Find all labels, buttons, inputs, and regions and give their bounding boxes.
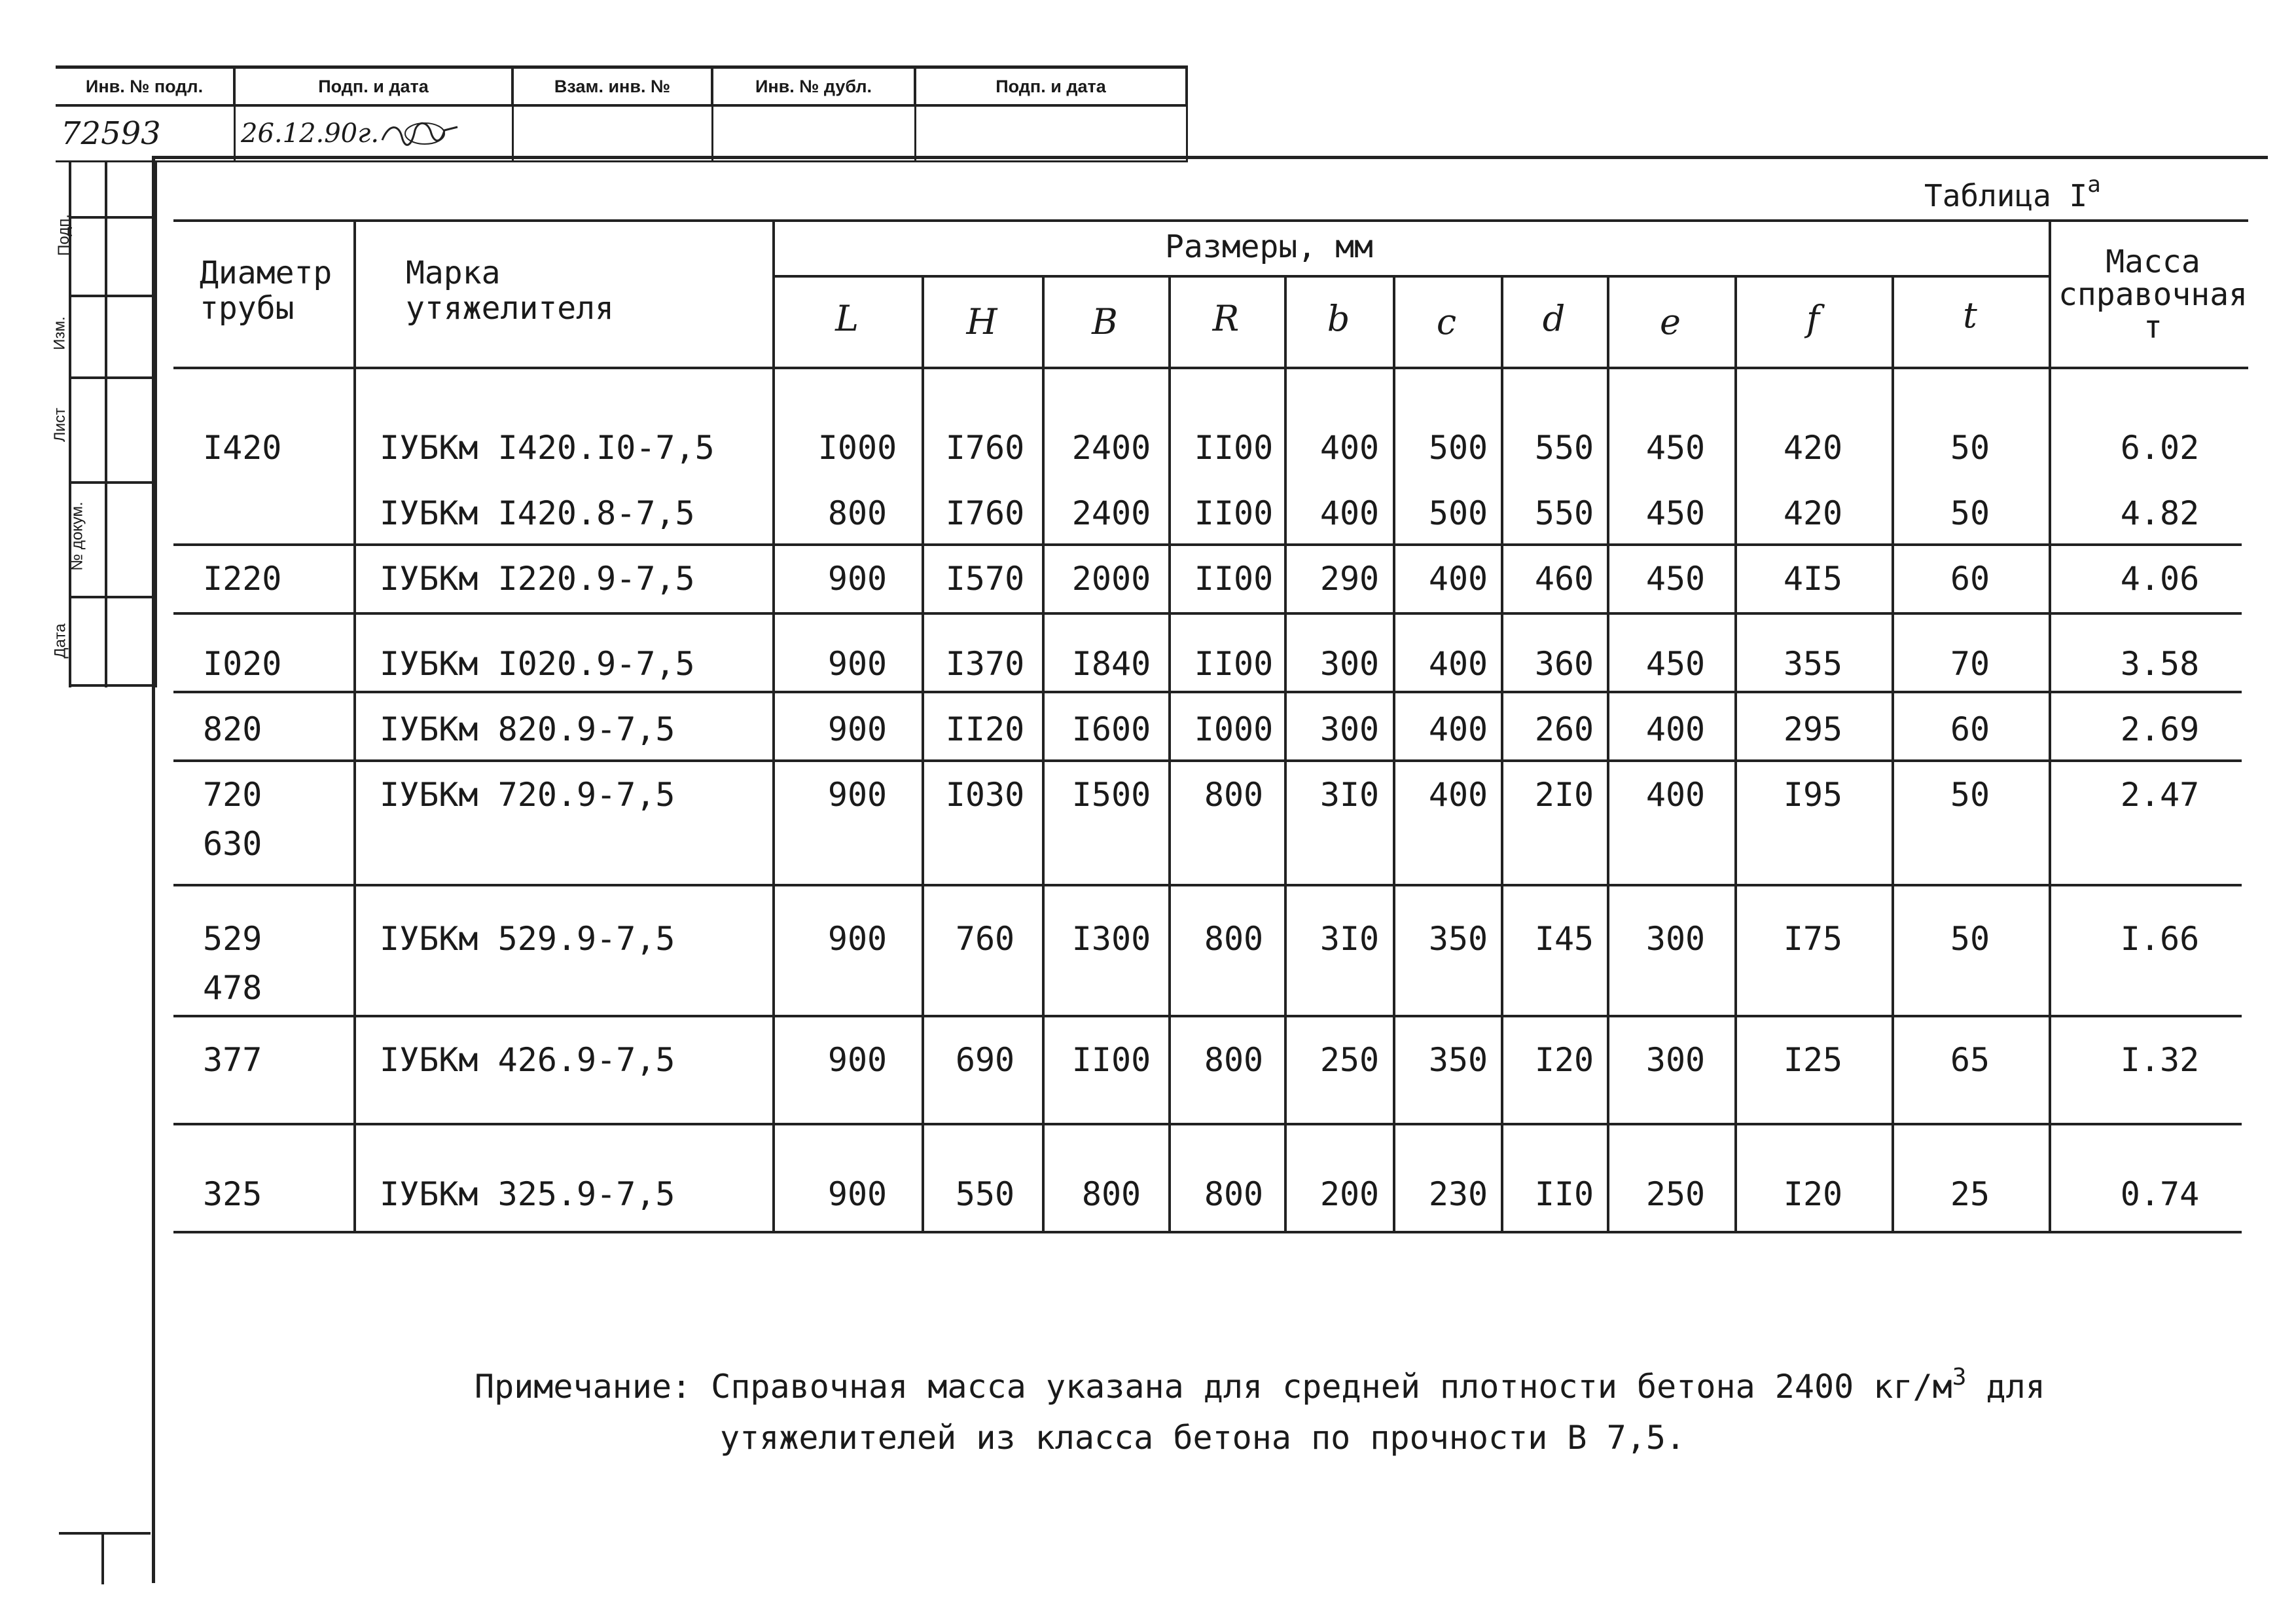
cell-reference-mass: 4.82 xyxy=(2120,494,2200,532)
approval-stamp xyxy=(56,65,1188,162)
cell-dimension-value: 400 xyxy=(1428,560,1488,598)
column-divider xyxy=(1501,275,1503,1231)
cell-dimension-value: 4I5 xyxy=(1783,560,1843,598)
cell-reference-mass: 2.47 xyxy=(2120,776,2200,814)
header-pipe-diameter: Диаметр трубы xyxy=(200,255,332,327)
cell-dimension-value: 300 xyxy=(1645,920,1706,958)
cell-dimension-value: 350 xyxy=(1428,920,1488,958)
row-separator xyxy=(173,884,2242,886)
sidebar-tag: Подп. xyxy=(54,214,73,256)
cell-dimension-value: 500 xyxy=(1428,494,1488,532)
cell-dimension-value: 460 xyxy=(1534,560,1594,598)
cell-dimension-value: I20 xyxy=(1783,1175,1843,1213)
cell-pipe-diameter: I020 xyxy=(203,645,282,683)
stamp-value-sign-date-2 xyxy=(916,107,1188,160)
cell-dimension-value: 2000 xyxy=(1071,560,1151,598)
sidebar-row-line xyxy=(69,481,154,484)
cell-pipe-diameter: 820 xyxy=(203,710,262,748)
cell-dimension-value: 2I0 xyxy=(1534,776,1594,814)
column-divider xyxy=(1892,275,1894,1231)
cell-dimension-value: 360 xyxy=(1534,645,1594,683)
cell-dimension-value: I95 xyxy=(1783,776,1843,814)
cell-dimension-value: 400 xyxy=(1428,710,1488,748)
cell-dimension-value: 2400 xyxy=(1071,429,1151,467)
header-weight-mark: Марка утяжелителя xyxy=(406,255,614,327)
cell-dimension-value: 50 xyxy=(1950,920,1990,958)
cell-dimension-value: 50 xyxy=(1950,429,1990,467)
cell-weight-mark: IУБКм I020.9-7,5 xyxy=(380,645,695,683)
row-separator xyxy=(173,543,2242,546)
cell-dimension-value: 550 xyxy=(1534,494,1594,532)
sidebar-tag: Дата xyxy=(51,623,69,659)
cell-weight-mark: IУБКм 325.9-7,5 xyxy=(380,1175,675,1213)
header-reference-mass: Масса справочная т xyxy=(2058,244,2248,346)
cell-weight-mark: IУБКм I220.9-7,5 xyxy=(380,560,695,598)
cell-dimension-value: 350 xyxy=(1428,1041,1488,1079)
cell-dimension-value: I570 xyxy=(945,560,1025,598)
cell-pipe-diameter: 630 xyxy=(203,825,262,863)
cell-dimension-value: 50 xyxy=(1950,776,1990,814)
cell-dimension-value: 900 xyxy=(827,776,888,814)
cell-dimension-value: 70 xyxy=(1950,645,1990,683)
cell-pipe-diameter: I220 xyxy=(203,560,282,598)
cell-dimension-value: 295 xyxy=(1783,710,1843,748)
cell-weight-mark: IУБКм 820.9-7,5 xyxy=(380,710,675,748)
cell-weight-mark: IУБКм 529.9-7,5 xyxy=(380,920,675,958)
dim-symbol-t: t xyxy=(1963,295,1977,336)
dim-symbol-f: f xyxy=(1806,298,1820,339)
dim-symbol-b: b xyxy=(1327,298,1350,339)
sidebar-row-line xyxy=(69,684,154,687)
cell-dimension-value: 65 xyxy=(1950,1041,1990,1079)
cell-dimension-value: II00 xyxy=(1194,645,1274,683)
cell-pipe-diameter: 478 xyxy=(203,969,262,1007)
table-title xyxy=(1924,172,2101,213)
cell-dimension-value: 400 xyxy=(1428,776,1488,814)
cell-reference-mass: I.32 xyxy=(2120,1041,2200,1079)
sidebar-tag: Изм. xyxy=(50,316,69,350)
stamp-value-replaced-inv xyxy=(514,107,713,160)
cell-dimension-value: I300 xyxy=(1071,920,1151,958)
cell-dimension-value: 450 xyxy=(1645,494,1706,532)
cell-dimension-value: I45 xyxy=(1534,920,1594,958)
cell-dimension-value: I000 xyxy=(817,429,897,467)
cell-pipe-diameter: 377 xyxy=(203,1041,262,1079)
table-title-text: Таблица I xyxy=(1924,178,2088,213)
cell-dimension-value: I000 xyxy=(1194,710,1274,748)
footnote-text: Примечание: Справочная масса указана для средней плотности бетона 2400 кг/м xyxy=(475,1368,1952,1406)
sidebar-row-line xyxy=(69,376,154,379)
corner-line xyxy=(59,1532,151,1535)
cell-dimension-value: 550 xyxy=(955,1175,1015,1213)
stamp-header-inv-duplicate: Инв. № дубл. xyxy=(713,69,916,107)
footnote-line-1 xyxy=(475,1352,2045,1412)
sidebar-tag: № докум. xyxy=(68,501,86,571)
cell-dimension-value: 300 xyxy=(1645,1041,1706,1079)
cell-dimension-value: 25 xyxy=(1950,1175,1990,1213)
column-divider xyxy=(772,219,775,1231)
table-bottom-border xyxy=(173,1231,2242,1233)
column-divider xyxy=(1168,275,1171,1231)
cell-reference-mass: 4.06 xyxy=(2120,560,2200,598)
corner-line xyxy=(101,1532,104,1584)
column-divider xyxy=(1284,275,1287,1231)
footnote-line-2: утяжелителей из класса бетона по прочности В 7,5. xyxy=(720,1419,1686,1457)
cell-dimension-value: II00 xyxy=(1194,429,1274,467)
cell-dimension-value: 690 xyxy=(955,1041,1015,1079)
cell-dimension-value: 420 xyxy=(1783,429,1843,467)
cell-dimension-value: 260 xyxy=(1534,710,1594,748)
column-divider xyxy=(353,219,356,1231)
dim-symbol-H: H xyxy=(966,301,997,342)
cell-reference-mass: 3.58 xyxy=(2120,645,2200,683)
cell-dimension-value: 800 xyxy=(1204,1041,1264,1079)
cell-dimension-value: 450 xyxy=(1645,645,1706,683)
sidebar-tag: Лист xyxy=(51,407,69,443)
header-sizes: Размеры, мм xyxy=(1165,228,1373,265)
cell-dimension-value: 900 xyxy=(827,1175,888,1213)
header-bottom-border xyxy=(173,367,2248,369)
cell-reference-mass: 0.74 xyxy=(2120,1175,2200,1213)
cell-dimension-value: 290 xyxy=(1319,560,1380,598)
cell-dimension-value: 800 xyxy=(1204,776,1264,814)
cell-weight-mark: IУБКм 720.9-7,5 xyxy=(380,776,675,814)
cell-weight-mark: IУБКм I420.8-7,5 xyxy=(380,494,695,532)
handwritten-signature xyxy=(379,117,464,150)
cell-dimension-value: 3I0 xyxy=(1319,920,1380,958)
cell-pipe-diameter: I420 xyxy=(203,429,282,467)
cell-dimension-value: I840 xyxy=(1071,645,1151,683)
dim-symbol-d: d xyxy=(1542,298,1566,339)
cell-pipe-diameter: 529 xyxy=(203,920,262,958)
stamp-header-sign-date-2: Подп. и дата xyxy=(916,69,1188,107)
row-separator xyxy=(173,691,2242,693)
cell-dimension-value: 3I0 xyxy=(1319,776,1380,814)
sidebar-row-line xyxy=(69,295,154,297)
column-divider xyxy=(1734,275,1737,1231)
binding-sidebar xyxy=(20,160,157,687)
dim-symbol-B: B xyxy=(1092,301,1118,342)
cell-weight-mark: IУБКм I420.I0-7,5 xyxy=(380,429,715,467)
cell-dimension-value: II00 xyxy=(1194,560,1274,598)
cell-dimension-value: 800 xyxy=(1204,920,1264,958)
cell-dimension-value: 250 xyxy=(1645,1175,1706,1213)
cell-dimension-value: I20 xyxy=(1534,1041,1594,1079)
footnote xyxy=(475,1352,2045,1463)
cell-dimension-value: I75 xyxy=(1783,920,1843,958)
dim-symbol-L: L xyxy=(835,298,859,339)
cell-dimension-value: 400 xyxy=(1645,710,1706,748)
cell-dimension-value: 900 xyxy=(827,560,888,598)
stamp-value-inv-duplicate xyxy=(713,107,916,160)
cell-dimension-value: I600 xyxy=(1071,710,1151,748)
cell-dimension-value: 800 xyxy=(1204,1175,1264,1213)
row-separator xyxy=(173,1123,2242,1125)
cell-dimension-value: I370 xyxy=(945,645,1025,683)
column-divider xyxy=(1607,275,1609,1231)
cell-dimension-value: 400 xyxy=(1645,776,1706,814)
cell-dimension-value: 60 xyxy=(1950,560,1990,598)
cell-dimension-value: 300 xyxy=(1319,645,1380,683)
cell-dimension-value: II0 xyxy=(1534,1175,1594,1213)
cell-pipe-diameter: 720 xyxy=(203,776,262,814)
sizes-header-underline xyxy=(772,275,2049,278)
table-title-superscript: а xyxy=(2087,172,2101,198)
stamp-value-inv-original: 72593 xyxy=(56,107,236,160)
cell-dimension-value: 50 xyxy=(1950,494,1990,532)
cell-dimension-value: 2400 xyxy=(1071,494,1151,532)
stamp-header-inv-original: Инв. № подл. xyxy=(56,69,236,107)
dim-symbol-R: R xyxy=(1212,298,1240,339)
cell-dimension-value: 800 xyxy=(827,494,888,532)
column-divider xyxy=(1393,275,1395,1231)
cell-dimension-value: 450 xyxy=(1645,429,1706,467)
cell-dimension-value: 550 xyxy=(1534,429,1594,467)
footnote-text-end: для xyxy=(1966,1368,2045,1406)
cell-dimension-value: II00 xyxy=(1194,494,1274,532)
cell-weight-mark: IУБКм 426.9-7,5 xyxy=(380,1041,675,1079)
table-top-border xyxy=(173,219,2248,222)
stamp-date: 26.12.90г. xyxy=(241,119,380,149)
binding-corner-marks xyxy=(46,1519,151,1584)
cell-dimension-value: II00 xyxy=(1071,1041,1151,1079)
sidebar-divider xyxy=(105,160,107,687)
cell-dimension-value: 355 xyxy=(1783,645,1843,683)
footnote-superscript: 3 xyxy=(1952,1364,1967,1391)
stamp-header-sign-date: Подп. и дата xyxy=(236,69,514,107)
cell-dimension-value: 300 xyxy=(1319,710,1380,748)
cell-dimension-value: 500 xyxy=(1428,429,1488,467)
cell-dimension-value: I760 xyxy=(945,429,1025,467)
cell-dimension-value: 900 xyxy=(827,645,888,683)
cell-dimension-value: I500 xyxy=(1071,776,1151,814)
cell-dimension-value: 400 xyxy=(1319,429,1380,467)
cell-dimension-value: II20 xyxy=(945,710,1025,748)
stamp-header-replaced-inv: Взам. инв. № xyxy=(514,69,713,107)
row-separator xyxy=(173,1015,2242,1017)
cell-dimension-value: 60 xyxy=(1950,710,1990,748)
dim-symbol-c: c xyxy=(1436,301,1457,342)
column-divider xyxy=(922,275,924,1231)
cell-dimension-value: 420 xyxy=(1783,494,1843,532)
cell-dimension-value: I760 xyxy=(945,494,1025,532)
cell-dimension-value: 400 xyxy=(1319,494,1380,532)
cell-reference-mass: I.66 xyxy=(2120,920,2200,958)
sidebar-row-line xyxy=(69,216,154,219)
cell-reference-mass: 2.69 xyxy=(2120,710,2200,748)
cell-dimension-value: 200 xyxy=(1319,1175,1380,1213)
dim-symbol-e: e xyxy=(1660,301,1681,342)
row-separator xyxy=(173,612,2242,615)
column-divider xyxy=(2049,219,2051,1231)
cell-dimension-value: 250 xyxy=(1319,1041,1380,1079)
cell-dimension-value: 230 xyxy=(1428,1175,1488,1213)
row-separator xyxy=(173,759,2242,762)
frame-top-line xyxy=(154,156,2268,159)
cell-dimension-value: I030 xyxy=(945,776,1025,814)
cell-dimension-value: 900 xyxy=(827,1041,888,1079)
cell-dimension-value: 900 xyxy=(827,920,888,958)
cell-reference-mass: 6.02 xyxy=(2120,429,2200,467)
cell-dimension-value: 400 xyxy=(1428,645,1488,683)
cell-dimension-value: 760 xyxy=(955,920,1015,958)
cell-dimension-value: 900 xyxy=(827,710,888,748)
cell-dimension-value: 450 xyxy=(1645,560,1706,598)
column-divider xyxy=(1042,275,1045,1231)
stamp-value-sign-date xyxy=(236,107,514,160)
sidebar-row-line xyxy=(69,596,154,598)
cell-pipe-diameter: 325 xyxy=(203,1175,262,1213)
cell-dimension-value: 800 xyxy=(1081,1175,1141,1213)
cell-dimension-value: I25 xyxy=(1783,1041,1843,1079)
